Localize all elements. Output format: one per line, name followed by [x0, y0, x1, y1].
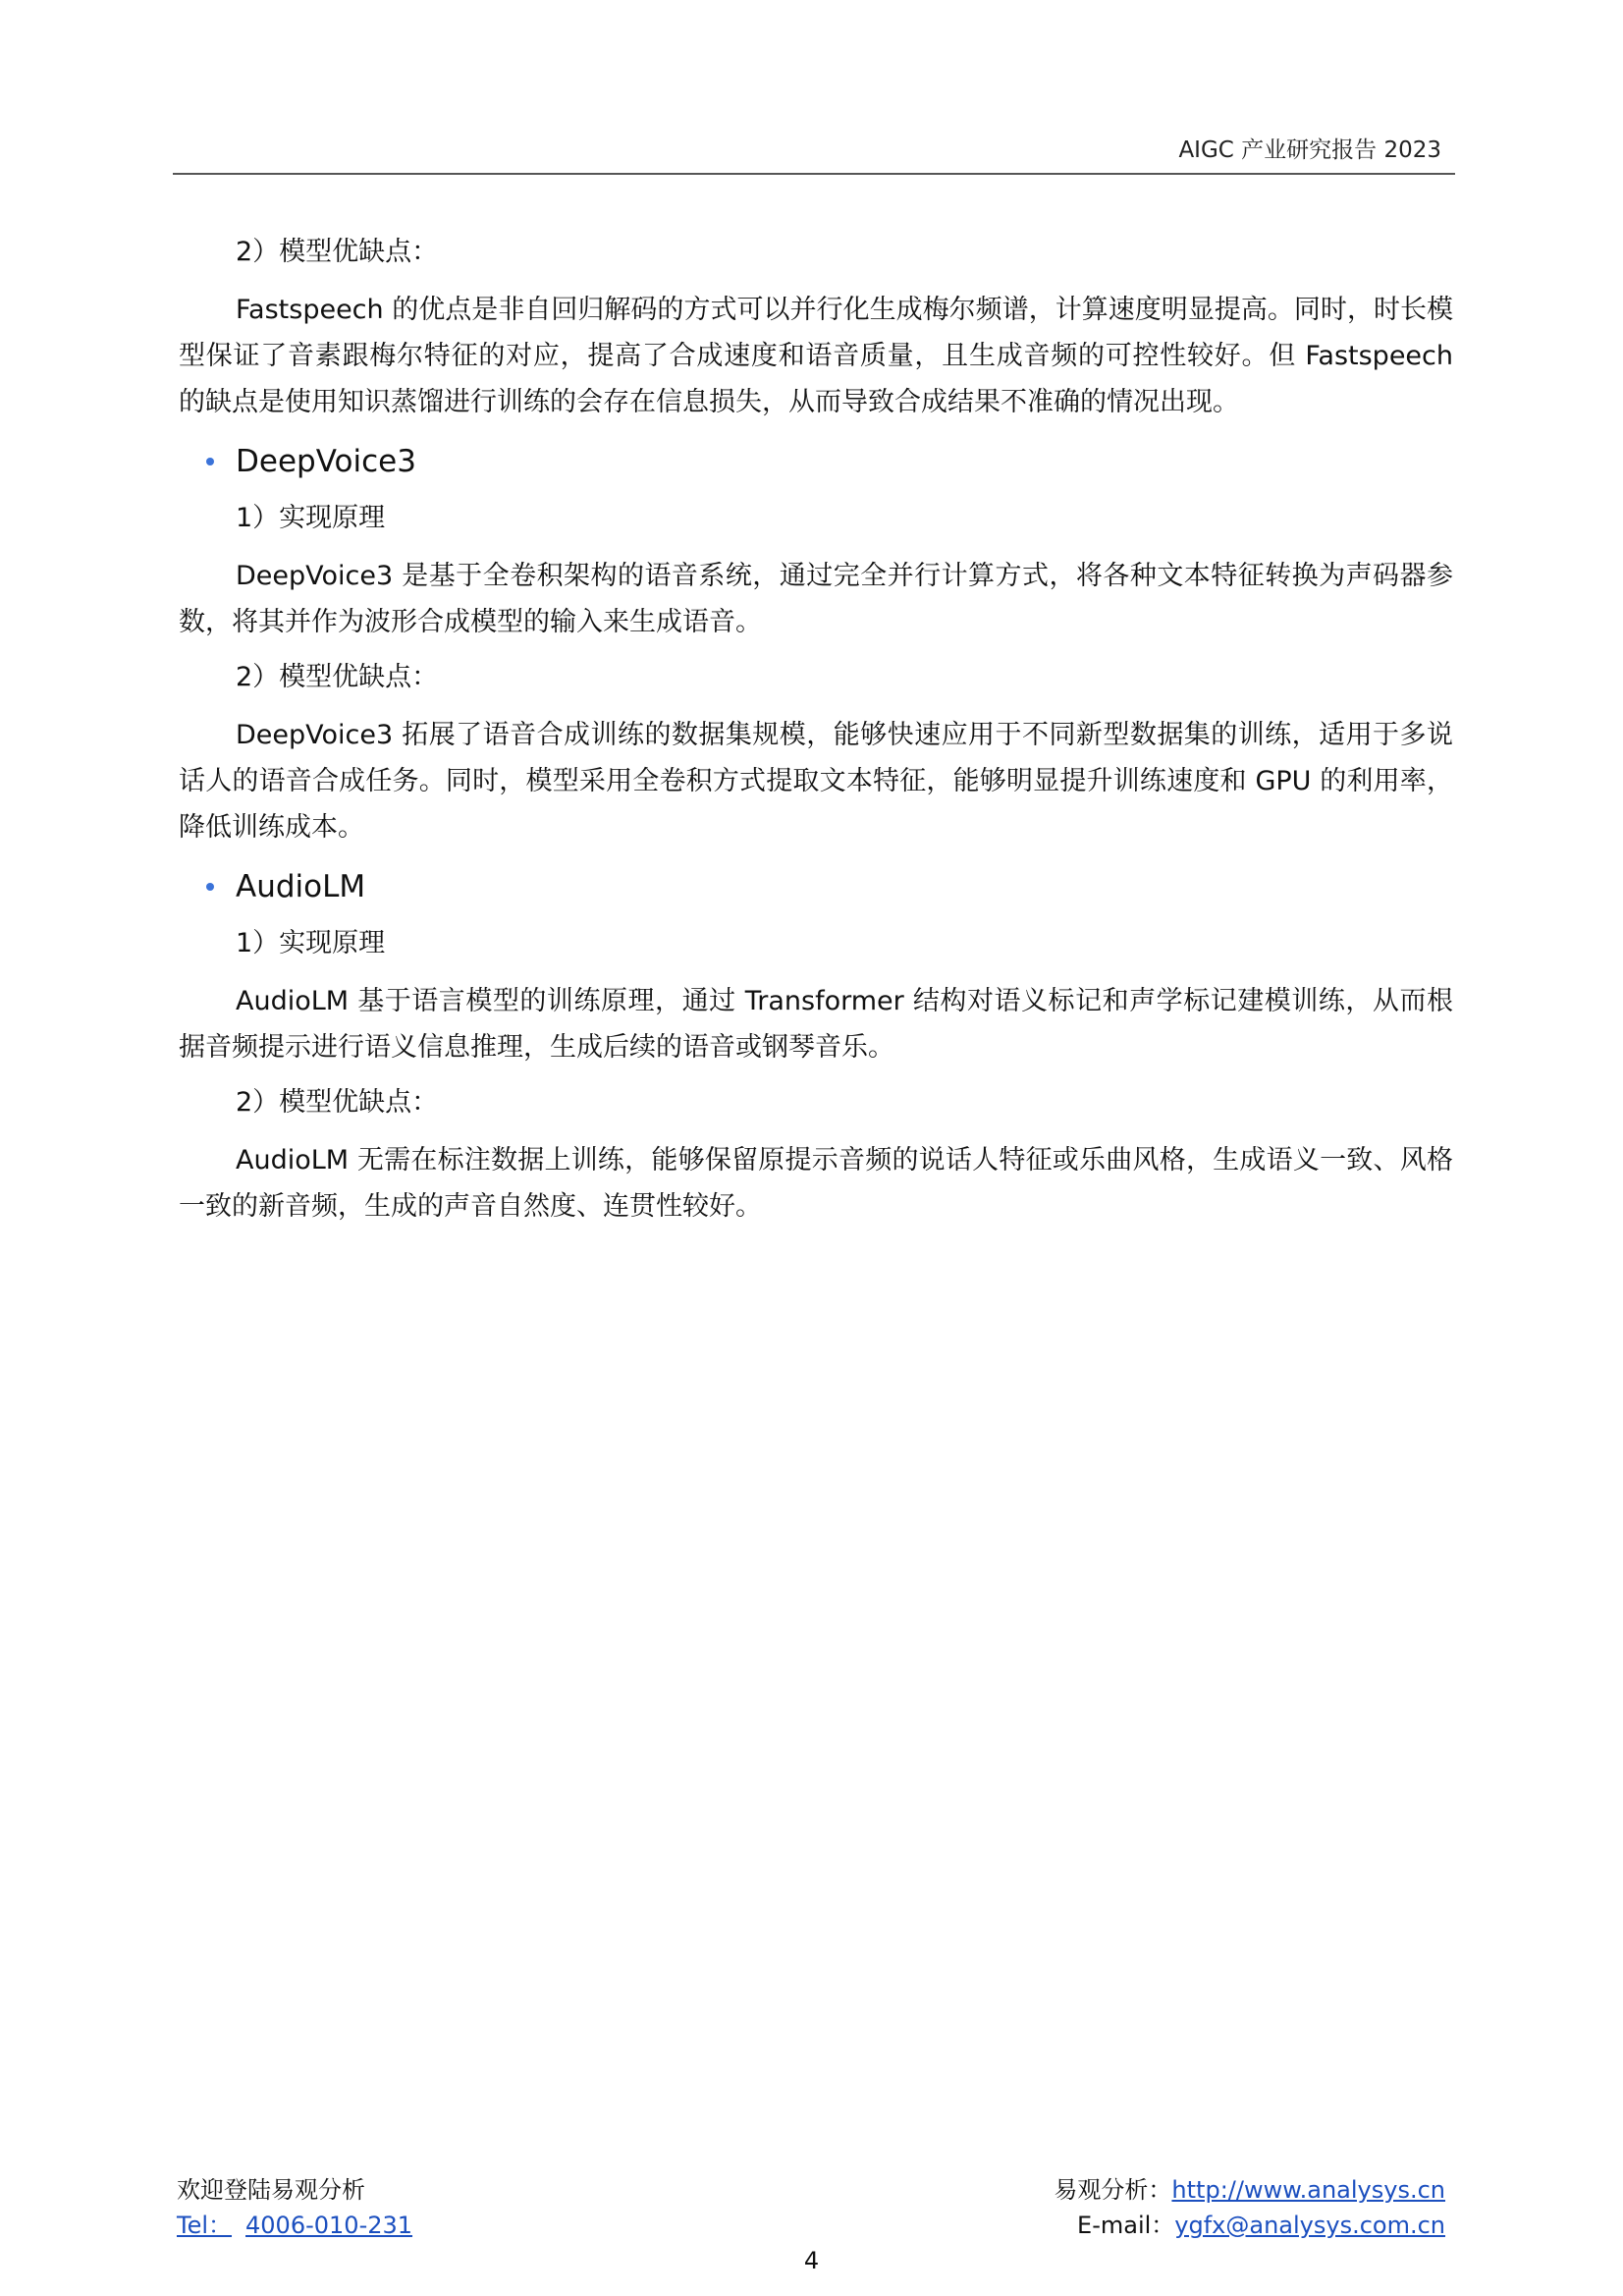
deepvoice3-principle-label: 1）实现原理	[236, 503, 386, 533]
page-number: 4	[803, 2247, 820, 2274]
footer-welcome: 欢迎登陆易观分析	[177, 2176, 365, 2204]
footer-right	[1054, 2172, 1445, 2243]
tel-number: 4006-010-231	[245, 2212, 413, 2239]
section-title: DeepVoice3	[236, 444, 416, 479]
page-header	[173, 136, 1455, 175]
section-heading-deepvoice3	[236, 443, 1453, 480]
tel-label: Tel：	[177, 2212, 233, 2239]
audiolm-principle-text: AudioLM 基于语言模型的训练原理，通过 Transformer 结构对语义标记和声学标记建模训练，从而根据音频提示进行语义信息推理，生成后续的语音或钢琴音乐。	[179, 986, 1453, 1063]
section-title: AudioLM	[236, 869, 366, 904]
bullet-icon	[206, 458, 214, 465]
audiolm-principle-label: 1）实现原理	[236, 928, 386, 958]
header-title: AIGC 产业研究报告 2023	[1178, 137, 1441, 163]
deepvoice3-pros-cons-label: 2）模型优缺点：	[236, 662, 439, 692]
deepvoice3-pros-cons-text: DeepVoice3 拓展了语音合成训练的数据集规模，能够快速应用于不同新型数据集的训练，适用于多说话人的语音合成任务。同时，模型采用全卷积方式提取文本特征，能够明显提升训练速度和 GPU 的利用率，降低训练成本。	[179, 720, 1453, 843]
email-link[interactable]: ygfx@analysys.com.cn	[1174, 2212, 1445, 2239]
audiolm-pros-cons-text: AudioLM 无需在标注数据上训练，能够保留原提示音频的说话人特征或乐曲风格，生成语义一致、风格一致的新音频，生成的声音自然度、连贯性较好。	[179, 1145, 1453, 1222]
section-heading-audiolm	[236, 868, 1453, 905]
footer-tel-link[interactable]	[177, 2208, 412, 2243]
bullet-icon	[206, 883, 214, 891]
email-label: E-mail：	[1077, 2212, 1175, 2239]
fastspeech-pros-cons-text: Fastspeech 的优点是非自回归解码的方式可以并行化生成梅尔频谱，计算速度明显提高。同时，时长模型保证了音素跟梅尔特征的对应，提高了合成速度和语音质量，且生成音频的可控性较好。但 Fastspeech 的缺点是使用知识蒸馏进行训练的会存在信息损失，从而导致合成结果不准确的情况出现。	[179, 295, 1453, 417]
audiolm-pros-cons-label: 2）模型优缺点：	[236, 1087, 439, 1118]
footer-site	[1054, 2172, 1445, 2208]
fastspeech-pros-cons-label: 2）模型优缺点：	[236, 237, 439, 267]
site-label: 易观分析：	[1054, 2176, 1172, 2204]
deepvoice3-principle-text: DeepVoice3 是基于全卷积架构的语音系统，通过完全并行计算方式，将各种文本特征转换为声码器参数，将其并作为波形合成模型的输入来生成语音。	[179, 561, 1453, 637]
footer-email	[1054, 2208, 1445, 2243]
main-content	[179, 236, 1453, 1245]
footer-left	[177, 2172, 412, 2243]
site-url-link[interactable]: http://www.analysys.cn	[1171, 2176, 1445, 2204]
